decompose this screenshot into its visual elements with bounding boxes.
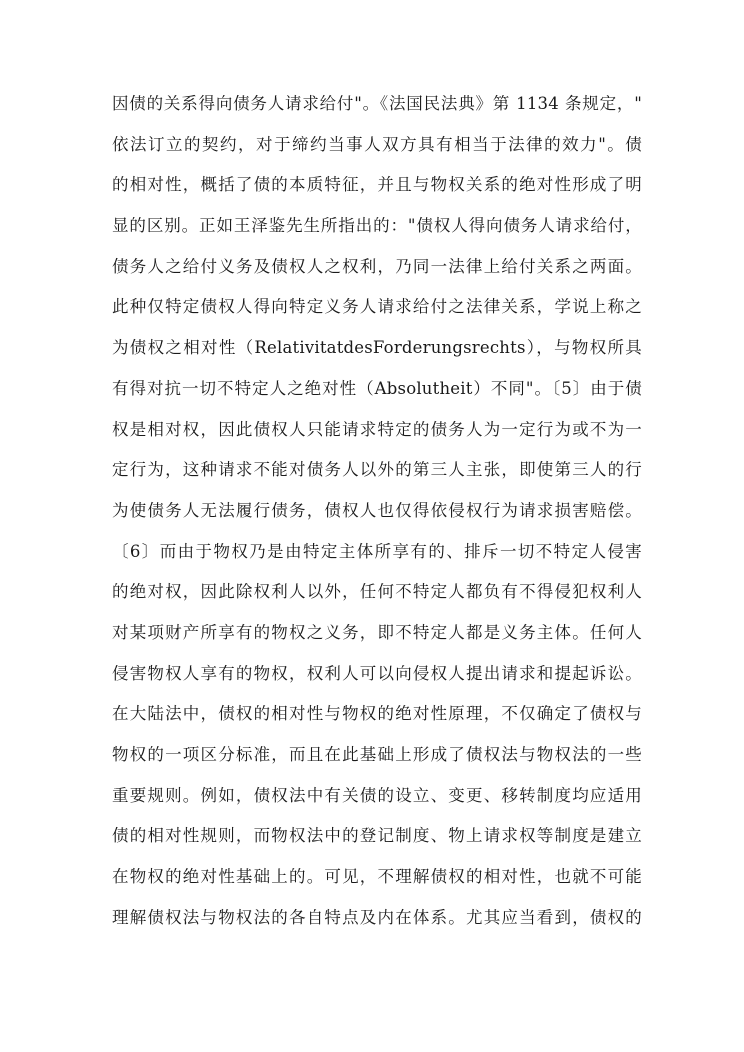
text-line: 侵害物权人享有的物权，权利人可以向侵权人提出请求和提起诉讼。 xyxy=(112,663,642,683)
text-line: 物权的一项区分标准，而且在此基础上形成了债权法与物权法的一些 xyxy=(112,745,642,764)
text-line: 在物权的绝对性基础上的。可见，不理解债权的相对性，也就不可能 xyxy=(112,867,642,887)
text-line: 依法订立的契约，对于缔约当事人双方具有相当于法律的效力"。债 xyxy=(112,134,642,154)
text-line: 重要规则。例如，债权法中有关债的设立、变更、移转制度均应适用 xyxy=(112,785,642,805)
text-line: 此种仅特定债权人得向特定义务人请求给付之法律关系，学说上称之 xyxy=(112,297,642,317)
text-line: 债的相对性规则，而物权法中的登记制度、物上请求权等制度是建立 xyxy=(112,826,642,846)
text-line: 有得对抗一切不特定人之绝对性（Absolutheit）不同"。〔5〕由于债 xyxy=(112,378,642,398)
text-line: 为债权之相对性（RelativitatdesForderungsrechts），与物权所具 xyxy=(112,338,642,358)
text-line: 在大陆法中，债权的相对性与物权的绝对性原理，不仅确定了债权与 xyxy=(112,704,642,724)
text-line: 的相对性，概括了债的本质特征，并且与物权关系的绝对性形成了明 xyxy=(112,175,642,195)
text-line: 理解债权法与物权法的各自特点及内在体系。尤其应当看到，债权的 xyxy=(112,907,642,927)
text-line: 显的区别。正如王泽鉴先生所指出的："债权人得向债务人请求给付， xyxy=(112,216,642,236)
text-line: 〔6〕而由于物权乃是由特定主体所享有的、排斥一切不特定人侵害 xyxy=(112,541,642,561)
text-line: 定行为，这种请求不能对债务人以外的第三人主张，即使第三人的行 xyxy=(112,460,642,480)
text-line: 的绝对权，因此除权利人以外，任何不特定人都负有不得侵犯权利人 xyxy=(112,582,642,602)
text-line: 为使债务人无法履行债务，债权人也仅得依侵权行为请求损害赔偿。 xyxy=(112,500,642,520)
body-paragraph xyxy=(112,84,642,938)
text-line: 债务人之给付义务及债权人之权利，乃同一法律上给付关系之两面。 xyxy=(112,256,642,276)
text-line: 权是相对权，因此债权人只能请求特定的债务人为一定行为或不为一 xyxy=(112,419,642,439)
text-line: 对某项财产所享有的物权之义务，即不特定人都是义务主体。任何人 xyxy=(112,622,642,642)
text-line: 因债的关系得向债务人请求给付"。《法国民法典》第 1134 条规定，" xyxy=(112,94,642,113)
